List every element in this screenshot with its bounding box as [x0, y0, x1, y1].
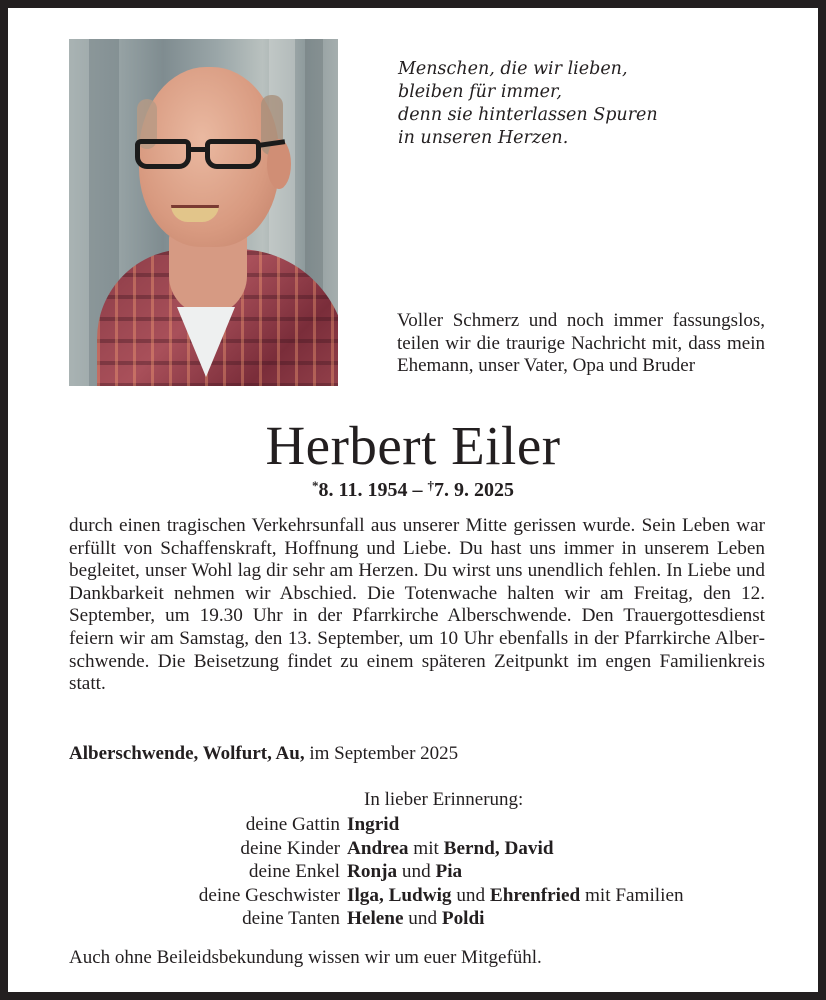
glasses-lens — [135, 139, 191, 169]
poem-line: denn sie hinterlassen Spuren — [398, 105, 658, 125]
family-names — [347, 837, 554, 861]
family-row — [8, 813, 818, 837]
family-role: deine Tanten — [242, 908, 340, 929]
family-member-name: Andrea — [347, 837, 409, 859]
family-member-name: Ilga, Ludwig — [347, 884, 452, 906]
family-member-name: Helene — [347, 908, 404, 929]
family-member-name: Poldi — [441, 908, 485, 929]
family-role: deine Enkel — [248, 861, 340, 882]
glasses — [135, 139, 271, 171]
location-date: im September 2025 — [304, 743, 459, 764]
family-row — [8, 860, 818, 884]
family-names — [347, 907, 485, 931]
family-connector: und — [403, 908, 442, 929]
closing-text: Auch ohne Beileidsbekundung wissen wir um euer Mitgefühl. — [69, 947, 542, 968]
family-names — [347, 813, 399, 837]
family-role: deine Geschwister — [198, 884, 340, 906]
glasses-lens — [205, 139, 261, 169]
poem-line: Menschen, die wir lieben, — [398, 59, 628, 79]
family-member-name: Ingrid — [347, 814, 400, 835]
family-member-name: Pia — [435, 861, 463, 882]
family-row — [8, 884, 818, 908]
intro-text: Voller Schmerz und noch immer fassungslos, teilen wir die traurige Nachricht mit, dass mein Ehemann, unser Vater, Opa und Bruder — [397, 310, 765, 376]
family-names — [347, 860, 462, 884]
family-member-name: Ehrenfried — [489, 884, 581, 906]
poem-line: in unseren Herzen. — [398, 128, 569, 148]
poem-line: bleiben für immer, — [398, 82, 562, 102]
family-member-name: Bernd, David — [443, 837, 554, 859]
family-row — [8, 837, 818, 861]
family-role: deine Kinder — [240, 837, 340, 859]
obituary-notice — [8, 8, 818, 992]
family-list — [8, 813, 818, 931]
family-connector: und — [397, 861, 436, 882]
family-connector: und — [451, 884, 490, 906]
family-connector: mit — [408, 837, 444, 859]
location-places: Alberschwende, Wolfurt, Au, — [69, 743, 305, 764]
remembrance-label: In lieber Erinnerung: — [364, 789, 524, 810]
body-text: durch einen tragischen Verkehrsunfall aus unserer Mitte gerissen wurde. Sein Leben war erfüllt von Schaffenskraft, Hoffnung und Liebe. Du hast uns immer in unserem Leben begleitet, unser Wohl lag dir sehr am Herzen. Du wirst uns unendlich fehlen. In Liebe und Dankbarkeit nehmen wir Abschied. Die Totenwache halten wir am Freitag, den 12. September, um 19.30 Uhr in der Pfarrkirche Alberschwende. Den Trauergottesdienst feiern wir am Samstag, den 13. September, um 10 Uhr ebenfalls in der Pfarrkirche Alberschwende. Die Beisetzung findet zu einem späteren Zeitpunkt im engen Familienkreis statt. — [69, 515, 765, 695]
poem — [398, 58, 778, 150]
family-names — [347, 884, 684, 908]
date-separator: – — [407, 479, 428, 501]
deceased-name: Herbert Eiler — [265, 415, 561, 476]
family-connector: mit Familien — [580, 884, 684, 906]
portrait-photo — [69, 39, 338, 386]
location-line — [69, 742, 458, 766]
birth-symbol: * — [312, 478, 319, 493]
family-role: deine Gattin — [245, 814, 340, 835]
family-row — [8, 907, 818, 931]
death-symbol: † — [427, 478, 434, 493]
death-date: 7. 9. 2025 — [433, 479, 514, 501]
family-member-name: Ronja — [347, 861, 398, 882]
birth-date: 8. 11. 1954 — [318, 479, 408, 501]
life-dates — [8, 474, 818, 502]
